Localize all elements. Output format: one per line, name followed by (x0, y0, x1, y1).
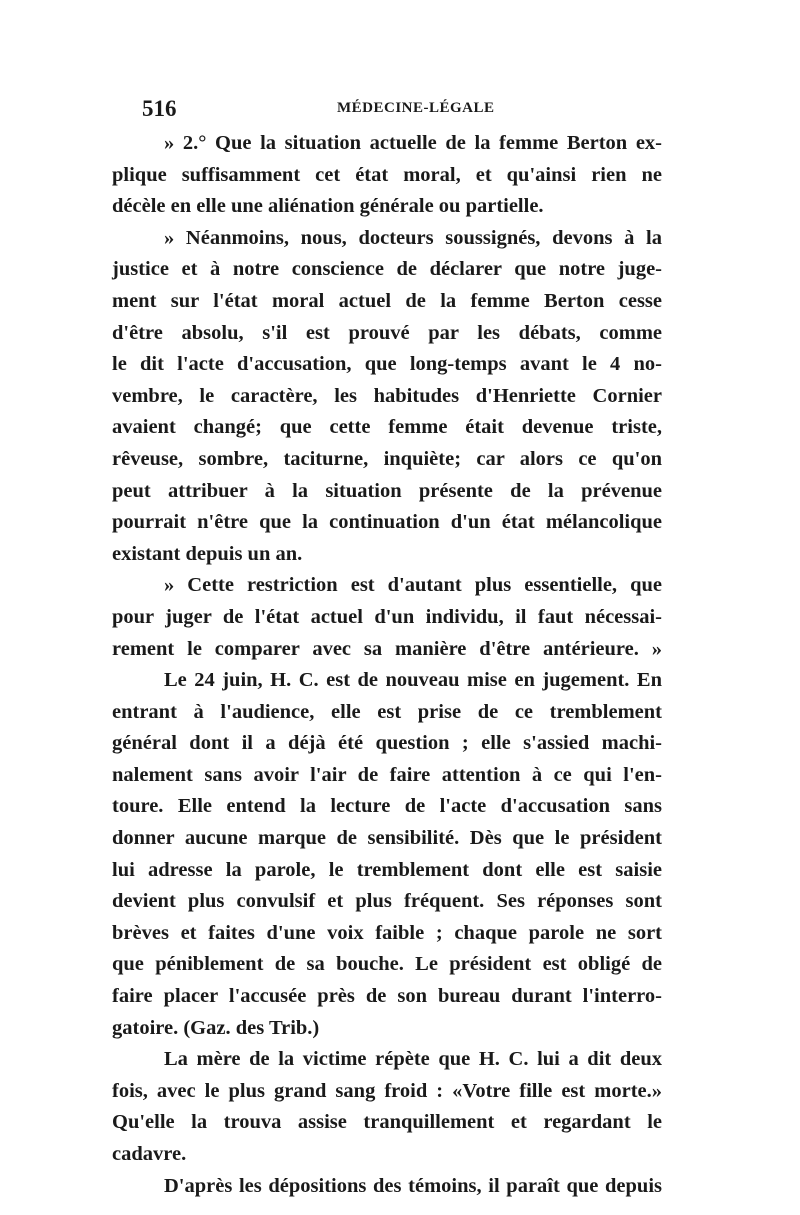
text-line: peut attribuer à la situation présente de la prévenue (112, 479, 662, 502)
running-head (142, 96, 662, 126)
text-line: existant depuis un an. (112, 542, 303, 565)
body-text (112, 128, 662, 1202)
text-line: Qu'elle la trouva assise tranquillement et regardant le (112, 1111, 662, 1134)
text-line: vembre, le caractère, les habitudes d'Henriette Cornier (112, 384, 662, 407)
text-line: faire placer l'accusée près de son bureau durant l'interro- (112, 985, 662, 1008)
text-line: que péniblement de sa bouche. Le président est obligé de (112, 953, 662, 976)
text-line: pourrait n'être que la continuation d'un état mélancolique (112, 511, 662, 534)
text-line: toure. Elle entend la lecture de l'acte d'accusation sans (112, 795, 662, 818)
text-line: ment sur l'état moral actuel de la femme Berton cesse (112, 289, 662, 312)
text-line: brèves et faites d'une voix faible ; chaque parole ne sort (112, 921, 662, 944)
text-line: » Cette restriction est d'autant plus essentielle, que (164, 574, 662, 597)
text-line: » 2.° Que la situation actuelle de la femme Berton ex- (164, 132, 662, 154)
text-line: » Néanmoins, nous, docteurs soussignés, devons à la (164, 226, 662, 249)
text-line: décèle en elle une aliénation générale ou partielle. (112, 195, 544, 218)
text-line: justice et à notre conscience de déclarer que notre juge- (112, 258, 662, 281)
text-line: lui adresse la parole, le tremblement dont elle est saisie (112, 858, 662, 881)
text-line: nalement sans avoir l'air de faire attention à ce qui l'en- (112, 763, 662, 786)
text-line: rêveuse, sombre, taciturne, inquiète; car alors ce qu'on (112, 447, 662, 470)
text-line: La mère de la victime répète que H. C. lui a dit deux (164, 1048, 662, 1071)
text-line: d'être absolu, s'il est prouvé par les débats, comme (112, 321, 662, 344)
text-line: avaient changé; que cette femme était devenue triste, (112, 416, 662, 439)
text-line: cadavre. (112, 1143, 187, 1165)
text-line: pour juger de l'état actuel d'un individu, il faut nécessai- (112, 605, 662, 628)
text-line: Le 24 juin, H. C. est de nouveau mise en jugement. En (164, 669, 662, 692)
text-line: le dit l'acte d'accusation, que long-temps avant le 4 no- (112, 353, 662, 376)
text-line: entrant à l'audience, elle est prise de ce tremblement (112, 700, 662, 723)
page-number: 516 (142, 96, 177, 121)
text-line: fois, avec le plus grand sang froid : «Votre fille est morte.» (112, 1079, 662, 1102)
text-line: gatoire. (Gaz. des Trib.) (112, 1016, 320, 1039)
text-line: devient plus convulsif et plus fréquent. Ses réponses sont (112, 890, 662, 913)
text-line: donner aucune marque de sensibilité. Dès que le président (112, 827, 662, 850)
text-line: D'après les dépositions des témoins, il paraît que depuis (164, 1174, 662, 1197)
running-title: MÉDECINE-LÉGALE (337, 100, 495, 116)
text-line: plique suffisamment cet état moral, et qu'ainsi rien ne (112, 163, 662, 186)
text-line: général dont il a déjà été question ; elle s'assied machi- (112, 732, 662, 755)
text-line: rement le comparer avec sa manière d'être antérieure. » (112, 637, 662, 660)
